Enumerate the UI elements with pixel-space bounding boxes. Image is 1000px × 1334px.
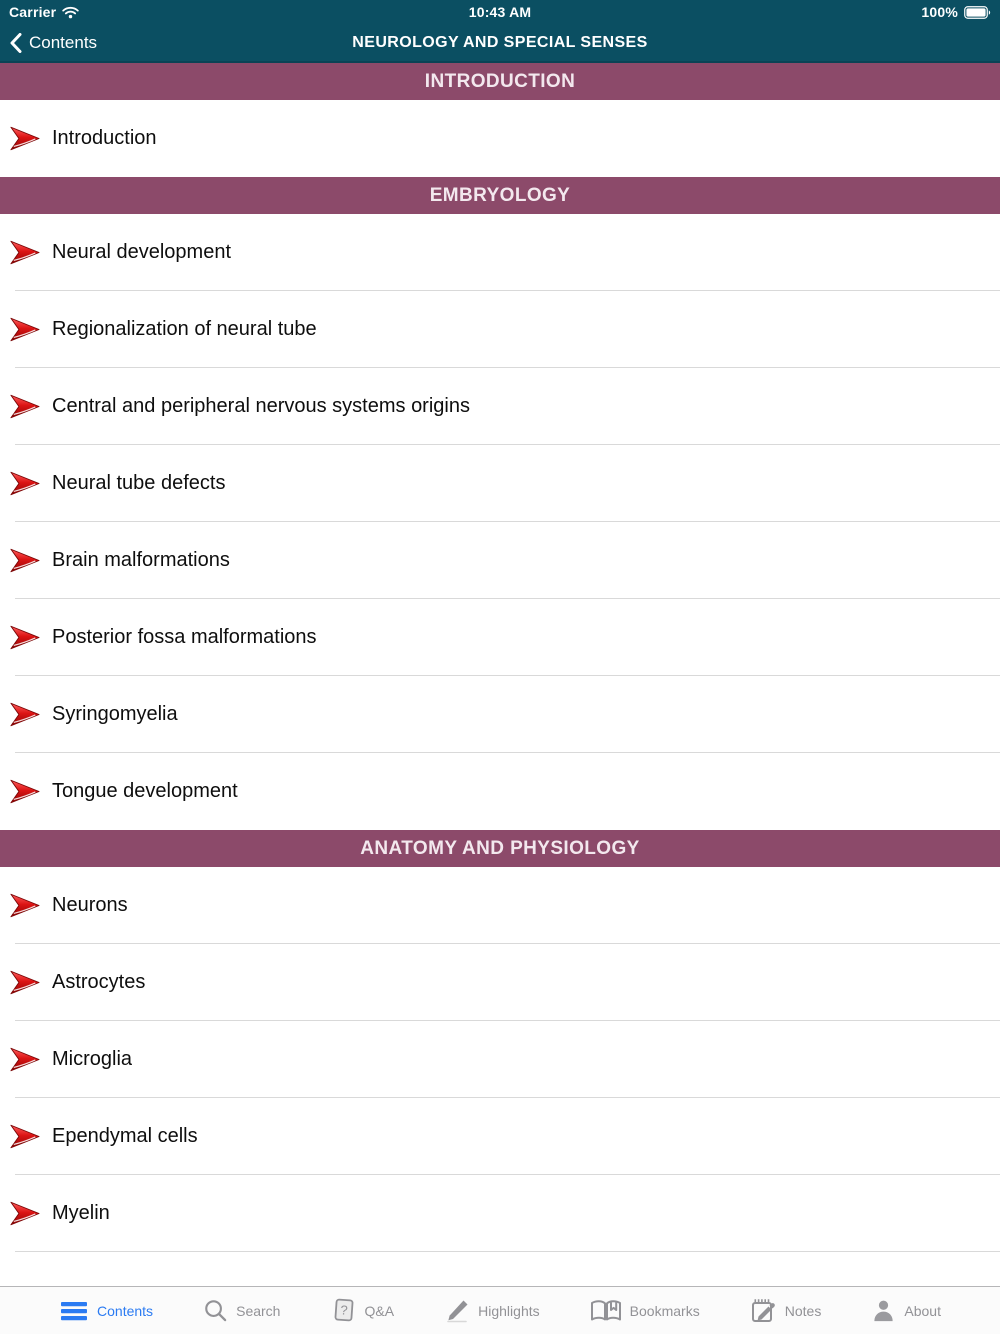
red-arrow-icon (10, 1200, 40, 1227)
battery-icon (964, 6, 991, 19)
bookmarks-icon (590, 1298, 622, 1323)
carrier-label: Carrier (9, 4, 57, 20)
tab-label: Notes (784, 1302, 822, 1319)
status-left (9, 4, 79, 20)
tab-qa[interactable] (331, 1297, 395, 1324)
toc-item[interactable] (0, 753, 1000, 830)
toc-item-label: Neural tube defects (52, 472, 226, 494)
tab-label: Search (236, 1302, 281, 1319)
red-arrow-icon (10, 701, 40, 728)
page-title: NEUROLOGY AND SPECIAL SENSES (352, 33, 648, 51)
toc-item-label: Astrocytes (52, 971, 146, 993)
status-bar (0, 0, 1000, 24)
toc-item[interactable] (0, 100, 1000, 177)
tab-highlights[interactable] (444, 1298, 539, 1324)
red-arrow-icon (10, 969, 40, 996)
toc-item[interactable] (0, 944, 1000, 1021)
toc-item[interactable] (0, 867, 1000, 944)
section-header: EMBRYOLOGY (0, 177, 1000, 214)
toc-item[interactable] (0, 1021, 1000, 1098)
section-header: ANATOMY AND PHYSIOLOGY (0, 830, 1000, 867)
toc-item[interactable] (0, 676, 1000, 753)
back-button-label: Contents (29, 32, 98, 52)
red-arrow-icon (10, 316, 40, 343)
qa-icon (331, 1297, 357, 1324)
tab-label: Contents (97, 1302, 154, 1319)
contents-icon (59, 1299, 89, 1323)
notes-icon (750, 1297, 777, 1324)
toc-list (0, 63, 1000, 1286)
toc-item[interactable] (0, 214, 1000, 291)
about-icon (871, 1298, 896, 1323)
tab-contents[interactable] (59, 1299, 153, 1323)
toc-item-label: Microglia (52, 1048, 133, 1070)
red-arrow-icon (10, 1046, 40, 1073)
toc-item-label: Neural development (52, 241, 231, 263)
toc-item[interactable] (0, 368, 1000, 445)
search-icon (203, 1298, 228, 1323)
toc-item-label: Neurons (52, 894, 128, 916)
tab-label: Q&A (364, 1302, 395, 1319)
tab-label: Highlights (478, 1302, 540, 1319)
toc-item[interactable] (0, 1098, 1000, 1175)
toc-item[interactable] (0, 445, 1000, 522)
toc-item[interactable] (0, 599, 1000, 676)
nav-bar (0, 24, 1000, 63)
toc-item-label: Syringomyelia (52, 703, 178, 725)
tab-label: About (904, 1302, 941, 1319)
toc-item-label: Ependymal cells (52, 1125, 198, 1147)
toc-item-label: Introduction (52, 127, 157, 149)
tab-search[interactable] (203, 1298, 280, 1323)
red-arrow-icon (10, 470, 40, 497)
section-anatomy-and-physiology (0, 830, 1000, 1252)
wifi-icon (62, 6, 79, 19)
toc-item[interactable] (0, 1175, 1000, 1252)
toc-item-label: Tongue development (52, 780, 238, 802)
red-arrow-icon (10, 393, 40, 420)
section-introduction (0, 63, 1000, 177)
tab-notes[interactable] (750, 1297, 822, 1324)
battery-percent-label: 100% (921, 4, 958, 20)
back-button[interactable] (10, 24, 97, 61)
toc-item-label: Regionalization of neural tube (52, 318, 317, 340)
red-arrow-icon (10, 125, 40, 152)
tab-label: Bookmarks (629, 1302, 700, 1319)
red-arrow-icon (10, 624, 40, 651)
toc-item-label: Posterior fossa malformations (52, 626, 317, 648)
section-embryology (0, 177, 1000, 830)
red-arrow-icon (10, 547, 40, 574)
question-mark-glyph: ? (339, 1302, 348, 1318)
toc-item[interactable] (0, 522, 1000, 599)
tab-bookmarks[interactable] (590, 1298, 700, 1323)
red-arrow-icon (10, 1123, 40, 1150)
chevron-left-icon (10, 33, 22, 53)
red-arrow-icon (10, 778, 40, 805)
section-header: INTRODUCTION (0, 63, 1000, 100)
toc-item-label: Central and peripheral nervous systems origins (52, 395, 470, 417)
tab-about[interactable] (871, 1298, 941, 1323)
red-arrow-icon (10, 239, 40, 266)
toc-item[interactable] (0, 291, 1000, 368)
status-right (921, 4, 991, 20)
highlights-icon (444, 1298, 470, 1324)
toc-item-label: Myelin (52, 1202, 110, 1224)
red-arrow-icon (10, 892, 40, 919)
clock: 10:43 AM (468, 4, 532, 20)
tab-bar (0, 1286, 1000, 1334)
toc-item-label: Brain malformations (52, 549, 230, 571)
